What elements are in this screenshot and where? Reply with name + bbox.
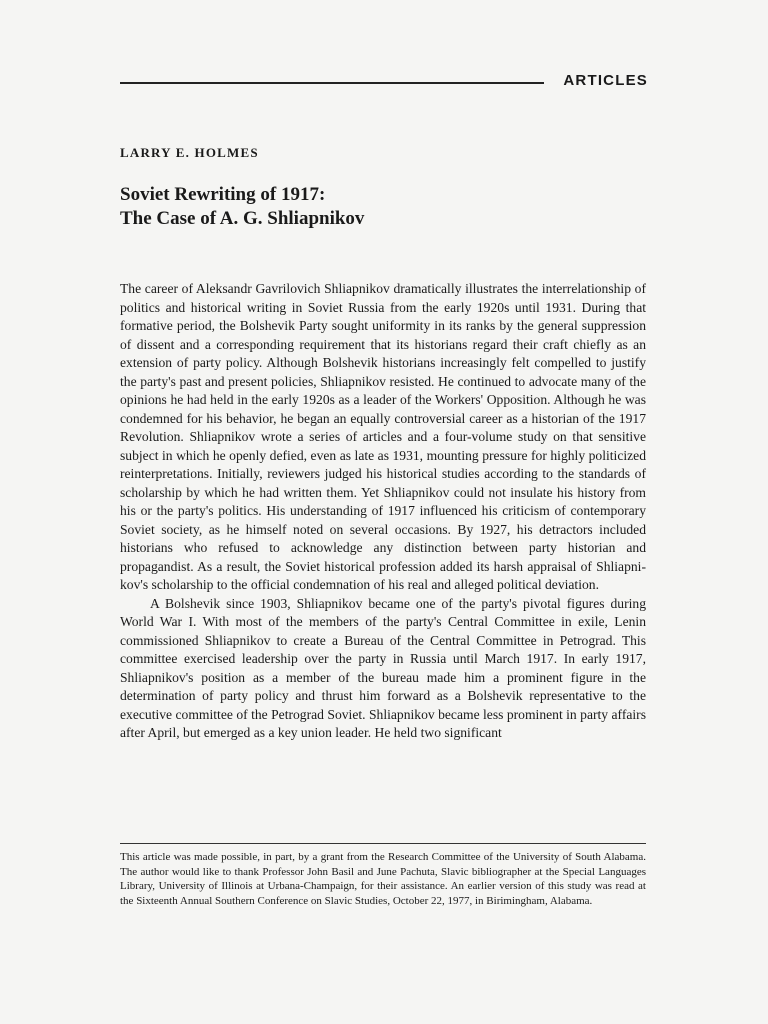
title-line-2: The Case of A. G. Shliapnikov [120, 208, 365, 229]
author-name: LARRY E. HOLMES [120, 145, 259, 160]
footnote-text: This article was made possible, in part, by a grant from the Research Committee of the University of South Alabama. The author would like to thank Professor John Basil and June Pachuta, Slavic bibliographer at the Special Languages Library, University of Illinois at Urbana-Champaign, for their assistance. An earlier version of this study was read at the Sixteenth Annual Southern Conference on Slavic Studies, October 22, 1977, in Birimingham, Alabama. [120, 851, 646, 907]
section-label: ARTICLES [563, 72, 648, 89]
body-paragraph-1: The career of Aleksandr Gavrilovich Shliapnikov dramatically illustrates the interrelationship of politics and historical writing in Soviet Russia from the early 1920s until 1931. During that formative period, the Bolshevik Party sought uniformity in its ranks by the general suppression of dissent and a corresponding requirement that its historians regard their craft chiefly as an extension of party policy. Although Bolshevik historians increasingly felt compelled to justify the party's past and present policies, Shliapnikov resisted. He continued to advocate many of the opinions he had held in the early 1920s as a leader of the Workers' Opposition. Although he was condemned for his behavior, he began an equally controversial career as a historian of the 1917 Revolution. Shliapnikov wrote a series of articles and a four-volume study on that sensitive subject in which he openly defied, even as late as 1931, mounting pressure for highly politicized reinterpretations. Initially, reviewers judged his historical studies according to the standards of scholarship by which he had written them. Yet Shliapnikov could not insulate his history from his or the party's politics. His understanding of 1917 influenced his criticism of contemporary Soviet society, as he himself noted on several occasions. By 1927, his detractors included historians who refused to acknowledge any distinction between party historian and propagandist. As a result, the Soviet historical profession added its harsh appraisal of Shliapnikov's scholarship to the official condemnation of his real and alleged political deviation. [120, 281, 646, 592]
title-line-1: Soviet Rewriting of 1917: [120, 184, 326, 205]
article-body [120, 280, 646, 743]
footnote [120, 850, 646, 908]
footnote-rule [120, 843, 646, 844]
body-paragraph-2: A Bolshevik since 1903, Shliapnikov became one of the party's pivotal figures during World War I. With most of the members of the party's Central Committee in exile, Lenin commissioned Shliapnikov to create a Bureau of the Central Committee in Petrograd. This committee exercised leadership over the party in Russia until March 1917. In early 1917, Shliapnikov's position as a member of the bureau made him a prominent figure in the determination of party policy and thrust him forward as a Bolshevik representative to the executive committee of the Petrograd Soviet. Shliapnikov became less prominent in party affairs after April, but emerged as a key union leader. He held two significant [120, 595, 646, 740]
article-title [120, 183, 540, 231]
header-rule [120, 82, 544, 84]
